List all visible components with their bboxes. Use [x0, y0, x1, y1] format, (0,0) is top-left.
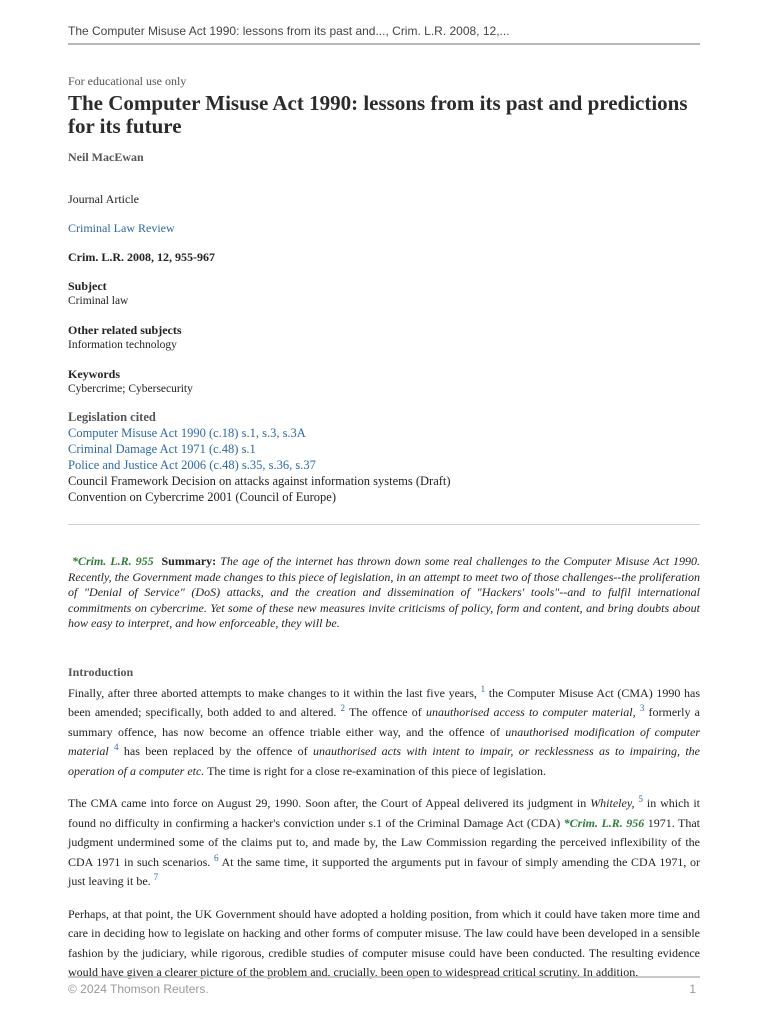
footnote-link[interactable]: 7: [153, 872, 159, 882]
footnote-link[interactable]: 3: [639, 703, 645, 713]
copyright-notice: © 2024 Thomson Reuters.: [68, 982, 209, 996]
keywords-value: Cybercrime; Cybersecurity: [68, 383, 193, 395]
summary-paragraph: [68, 554, 700, 632]
legislation-link[interactable]: Criminal Damage Act 1971 (c.48) s.1: [68, 442, 256, 456]
educational-use-notice: For educational use only: [68, 74, 187, 88]
page-number: 1: [689, 982, 696, 996]
legislation-block: [68, 409, 700, 505]
keywords-label: Keywords: [68, 367, 120, 381]
text-run: formerly a summary offence, has now become an offence triable either way, and the offence of: [68, 705, 700, 739]
footnote-link[interactable]: 6: [213, 852, 219, 863]
text-run: Finally, after three aborted attempts to make changes to it within the last five years,: [68, 685, 477, 700]
footnote-link[interactable]: 2: [340, 703, 346, 713]
document-body: [68, 74, 701, 979]
summary-text: The age of the internet has thrown down some real challenges to the Computer Misuse Act 1990. Recently, the Government made changes to this piece of legislation, in an attempt to meet two of those challenges--the proliferation of "Denial of Service" (DoS) attacks, and the creation and dissemination of "Hackers' tools"--and to fulfil international commitments on cybercrime. Yet some of these new measures invite criticisms of policy, form and content, and bring doubts about how easy to interpret, and how enforceable, they will be.: [68, 554, 701, 630]
article-title: The Computer Misuse Act 1990: lessons from its past and predictions for its future: [68, 91, 688, 138]
header-rule: [68, 43, 700, 45]
journal-link[interactable]: Criminal Law Review: [68, 221, 175, 235]
text-run: At the same time, it supported the arguments put in favour of simply amending the CDA 1971, or just leaving it be.: [68, 854, 701, 888]
star-page-marker: *Crim. L.R. 955: [71, 554, 154, 568]
subject-label: Subject: [68, 279, 107, 293]
section-divider: [68, 524, 700, 525]
subject-value: Criminal law: [68, 295, 129, 307]
text-run: unauthorised acts with intent to impair, or recklessness as to impairing, the operation of a computer etc.: [68, 744, 701, 778]
text-run: The offence of: [345, 705, 426, 719]
other-subjects-value: Information technology: [68, 339, 177, 351]
star-page-marker: *Crim. L.R. 956: [563, 815, 645, 830]
subject-block: [68, 279, 700, 309]
article-author: Neil MacEwan: [68, 150, 144, 164]
other-subjects-label: Other related subjects: [68, 323, 182, 337]
section-heading: Introduction: [68, 664, 134, 679]
footer-rule: [68, 976, 700, 978]
text-run: the Computer Misuse Act (CMA) 1990 has been amended; specifically, both added to and altered.: [68, 685, 700, 719]
running-header: The Computer Misuse Act 1990: lessons from its past and..., Crim. L.R. 2008, 12,...: [68, 24, 510, 38]
legislation-item: Council Framework Decision on attacks against information systems (Draft): [68, 474, 451, 488]
citation: Crim. L.R. 2008, 12, 955-967: [68, 250, 215, 264]
text-run: has been replaced by the offence of: [118, 744, 313, 758]
text-run: 1971. That judgment undermined some of the claims put to, and made by, the Law Commission regarding the perceived inflexibility of the CDA 1971 in such scenarios.: [68, 815, 700, 869]
other-subjects-block: [68, 323, 700, 353]
intro-paragraph-3: Perhaps, at that point, the UK Government should have adopted a holding position, from which it could have taken more time and care in deciding how to legislate on hacking and other forms of computer misuse. The law could have been developed in a sensible fashion by the judiciary, while rigorous, credible studies of computer misuse could have been conducted. The resulting evidence would have given a clearer picture of the problem and, crucially, been open to widespread critical scrutiny. In addition,: [68, 906, 700, 979]
intro-paragraph-2: [68, 794, 700, 892]
intro-paragraph-1: [68, 684, 700, 782]
legislation-link[interactable]: Computer Misuse Act 1990 (c.18) s.1, s.3, s.3A: [68, 426, 306, 440]
text-run: Whiteley,: [590, 796, 635, 810]
footnote-link[interactable]: 5: [638, 794, 643, 804]
summary-label: Summary:: [161, 554, 217, 568]
article-type: Journal Article: [68, 192, 139, 206]
text-run: unauthorised access to computer material,: [425, 705, 636, 719]
legislation-label: Legislation cited: [68, 410, 156, 424]
text-run: The time is right for a close re-examination of this piece of legislation.: [204, 763, 546, 778]
keywords-block: [68, 367, 700, 397]
legislation-item: Convention on Cybercrime 2001 (Council of Europe): [68, 490, 336, 504]
legislation-link[interactable]: Police and Justice Act 2006 (c.48) s.35, s.36, s.37: [68, 458, 316, 472]
footnote-link[interactable]: 4: [114, 742, 119, 752]
text-run: unauthorised modification of computer material: [68, 724, 700, 758]
text-run: in which it found no difficulty in confirming a hacker's conviction under s.1 of the Criminal Damage Act (CDA): [68, 796, 701, 830]
text-run: The CMA came into force on August 29, 1990. Soon after, the Court of Appeal delivered its judgment in: [68, 796, 591, 810]
footnote-link[interactable]: 1: [480, 683, 486, 694]
